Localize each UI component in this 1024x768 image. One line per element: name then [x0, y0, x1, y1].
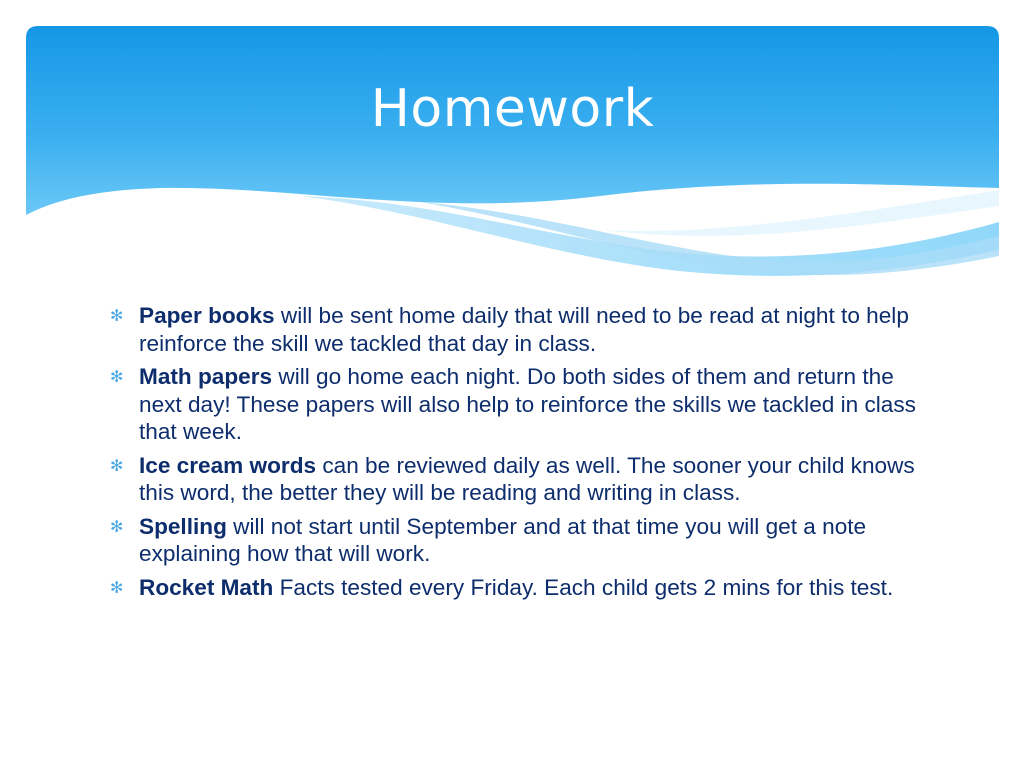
slide-title: Homework	[370, 79, 655, 139]
bullet-lead: Math papers	[139, 364, 273, 389]
bullet-text: Facts tested every Friday. Each child gets 2 mins for this test.	[273, 574, 894, 600]
bullet-text: will go home each night. Do both sides of them and return the next day! These papers will also help to reinforce the skills we tackled in class that week.	[139, 364, 916, 444]
bullet-list	[104, 302, 934, 607]
asterisk-icon: ✻	[110, 308, 124, 325]
asterisk-icon: ✻	[110, 579, 124, 597]
header-wave-banner	[0, 0, 1024, 300]
bullet-item-math-papers	[104, 363, 934, 446]
bullet-lead: Ice cream words	[139, 452, 317, 478]
bullet-lead: Rocket Math	[139, 574, 274, 600]
bullet-item-ice-cream-words	[104, 452, 934, 507]
asterisk-icon: ✻	[110, 457, 124, 475]
asterisk-icon: ✻	[110, 518, 124, 536]
bullet-text: can be reviewed daily as well. The sooner your child knows this word, the better they will be reading and writing in class.	[139, 452, 915, 505]
bullet-lead: Spelling	[139, 513, 227, 539]
bullet-item-rocket-math	[104, 574, 934, 602]
bullet-text: will not start until September and at that time you will get a note explaining how that will work.	[139, 513, 867, 566]
bullet-text: will be sent home daily that will need to be read at night to help reinforce the skill we tackled that day in class.	[139, 303, 909, 356]
asterisk-icon: ✻	[110, 369, 124, 386]
bullet-item-paper-books	[104, 302, 934, 357]
bullet-item-spelling	[104, 513, 934, 568]
bullet-lead: Paper books	[139, 303, 275, 328]
